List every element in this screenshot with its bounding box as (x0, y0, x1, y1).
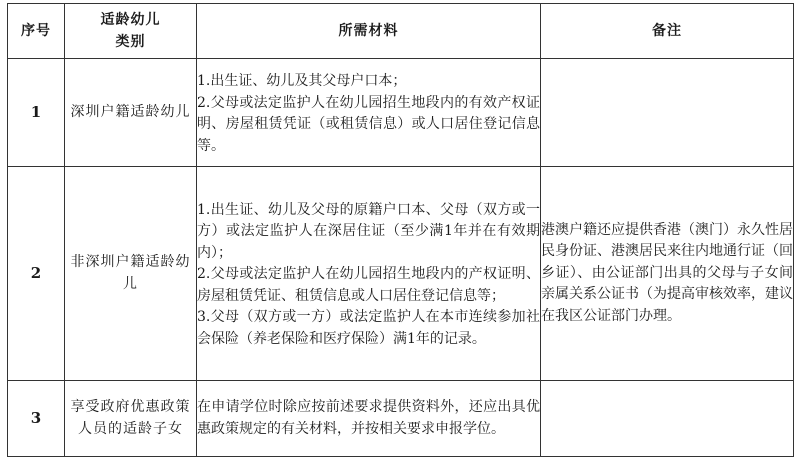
materials-list (197, 68, 540, 157)
row-materials (197, 381, 541, 457)
header-category-text: 适龄幼儿类别 (100, 12, 161, 50)
header-row (8, 4, 794, 59)
table-row (8, 59, 794, 167)
header-materials: 所需材料 (197, 4, 541, 59)
row-materials (197, 59, 541, 167)
table-body (8, 59, 794, 457)
material-item: 在申请学位时除应按前述要求提供资料外，还应出具优惠政策规定的有关材料，并按相关要求申报学位。 (197, 399, 540, 437)
row-notes (541, 381, 794, 457)
row-category: 享受政府优惠政策人员的适龄子女 (65, 381, 197, 457)
material-item: 1.出生证、幼儿及父母的原籍户口本、父母（双方或一方）或法定监护人在深居住证（至少满1年并在有效期内）； (197, 201, 540, 261)
table-header (8, 4, 794, 59)
materials-list (197, 397, 540, 440)
row-category: 非深圳户籍适龄幼儿 (65, 167, 197, 381)
material-item: 1.出生证、幼儿及其父母户口本； (197, 73, 407, 89)
row-number: 3 (8, 381, 65, 457)
row-number: 1 (8, 59, 65, 167)
material-item: 2.父母或法定监护人在幼儿园招生地段内的产权证明、房屋租赁凭证、租赁信息或人口居住登记信息等； (197, 266, 540, 304)
admission-materials-table (7, 3, 794, 457)
row-materials (197, 167, 541, 381)
table-row (8, 381, 794, 457)
materials-list (197, 197, 540, 351)
header-category (65, 4, 197, 59)
header-no: 序号 (8, 4, 65, 59)
material-item: 2.父母或法定监护人在幼儿园招生地段内的有效产权证明、房屋租赁凭证（或租赁信息）或人口居住登记信息等。 (197, 94, 540, 154)
header-notes: 备注 (541, 4, 794, 59)
row-category: 深圳户籍适龄幼儿 (65, 59, 197, 167)
material-item: 3.父母（双方或一方）或法定监护人在本市连续参加社会保险（养老保险和医疗保险）满1年的记录。 (197, 309, 540, 347)
row-notes (541, 59, 794, 167)
table-row (8, 167, 794, 381)
row-notes: 港澳户籍还应提供香港（澳门）永久性居民身份证、港澳居民来往内地通行证（回乡证）、由公证部门出具的父母与子女间亲属关系公证书（为提高审核效率，建议在我区公证部门办理。 (541, 167, 794, 381)
row-number: 2 (8, 167, 65, 381)
